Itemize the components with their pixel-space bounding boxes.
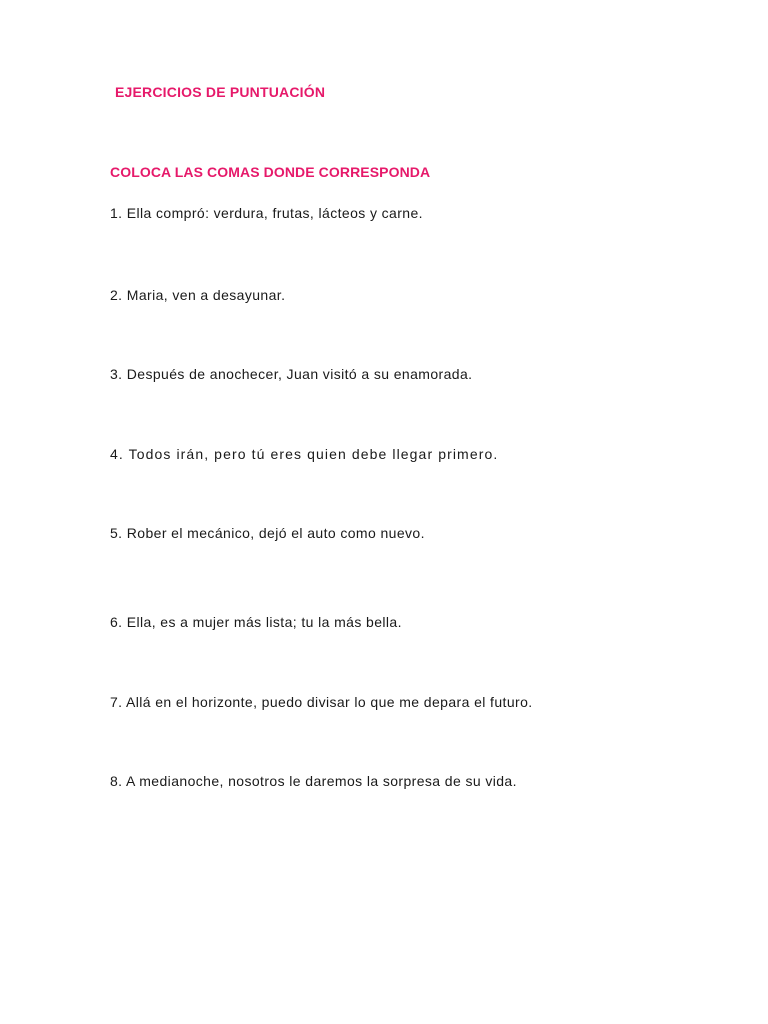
document-title: EJERCICIOS DE PUNTUACIÓN [115, 84, 326, 100]
exercise-item-3: 3. Después de anochecer, Juan visitó a su enamorada. [110, 366, 473, 382]
exercise-item-4: 4. Todos irán, pero tú eres quien debe llegar primero. [110, 446, 499, 462]
exercise-item-6: 6. Ella, es a mujer más lista; tu la más bella. [110, 614, 402, 630]
exercise-item-5: 5. Rober el mecánico, dejó el auto como nuevo. [110, 525, 425, 541]
exercise-item-7: 7. Allá en el horizonte, puedo divisar lo que me depara el futuro. [110, 694, 533, 710]
exercise-item-2: 2. Maria, ven a desayunar. [110, 287, 286, 303]
exercise-item-1: 1. Ella compró: verdura, frutas, lácteos y carne. [110, 205, 423, 221]
exercise-instructions: COLOCA LAS COMAS DONDE CORRESPONDA [110, 164, 431, 180]
exercise-item-8: 8. A medianoche, nosotros le daremos la sorpresa de su vida. [110, 773, 517, 789]
